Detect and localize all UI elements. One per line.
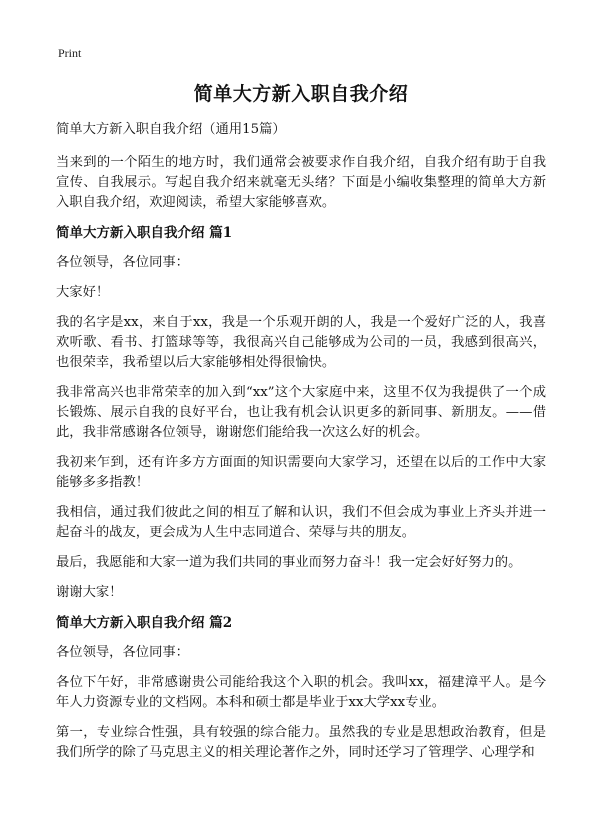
document-title: 简单大方新入职自我介绍 — [193, 83, 409, 105]
paragraph: 各位领导，各位同事： — [56, 645, 189, 660]
paragraph: 各位下午好，非常感谢贵公司能给我这个入职的机会。我叫xx，福建漳平人。是今年人力资源专业的文档网。本科和硕士都是毕业于xx大学xx专业。 — [56, 675, 546, 710]
section-heading: 简单大方新入职自我介绍 篇2 — [56, 615, 233, 631]
paragraph: 各位领导，各位同事： — [56, 255, 189, 270]
intro-paragraph: 当来到的一个陌生的地方时，我们通常会被要求作自我介绍，自我介绍有助于自我宣传、自我展示。写起自我介绍来就毫无头绪？下面是小编收集整理的简单大方新入职自我介绍，欢迎阅读，希望大家能够喜欢。 — [56, 155, 546, 210]
section-heading: 简单大方新入职自我介绍 篇1 — [56, 225, 233, 241]
paragraph: 第一，专业综合性强，具有较强的综合能力。虽然我的专业是思想政治教育，但是我们所学的除了马克思主义的相关理论著作之外，同时还学习了管理学、心理学和 — [56, 725, 546, 760]
document-subtitle: 简单大方新入职自我介绍（通用15篇） — [56, 122, 286, 137]
paragraph: 谢谢大家！ — [56, 585, 123, 600]
paragraph: 最后，我愿能和大家一道为我们共同的事业而努力奋斗！我一定会好好努力的。 — [56, 555, 522, 570]
paragraph: 我的名字是xx，来自于xx，我是一个乐观开朗的人，我是一个爱好广泛的人，我喜欢听歌、看书、打篮球等等，我很高兴自己能够成为公司的一员，我感到很高兴，也很荣幸，我希望以后大家能够相处得很愉快。 — [56, 315, 546, 370]
paragraph: 我初来乍到，还有许多方方面面的知识需要向大家学习，还望在以后的工作中大家能够多多指教！ — [56, 455, 546, 490]
paragraph: 大家好！ — [56, 285, 110, 300]
paragraph: 我相信，通过我们彼此之间的相互了解和认识，我们不但会成为事业上齐头并进一起奋斗的战友，更会成为人生中志同道合、荣辱与共的朋友。 — [56, 505, 546, 540]
document-page — [56, 80, 546, 773]
print-link[interactable]: Print — [58, 46, 82, 60]
paragraph: 我非常高兴也非常荣幸的加入到“xx”这个大家庭中来，这里不仅为我提供了一个成长锻炼、展示自我的良好平台，也让我有机会认识更多的新同事、新朋友。——借此，我非常感谢各位领导，谢谢您们能给我一次这么好的机会。 — [56, 385, 546, 440]
